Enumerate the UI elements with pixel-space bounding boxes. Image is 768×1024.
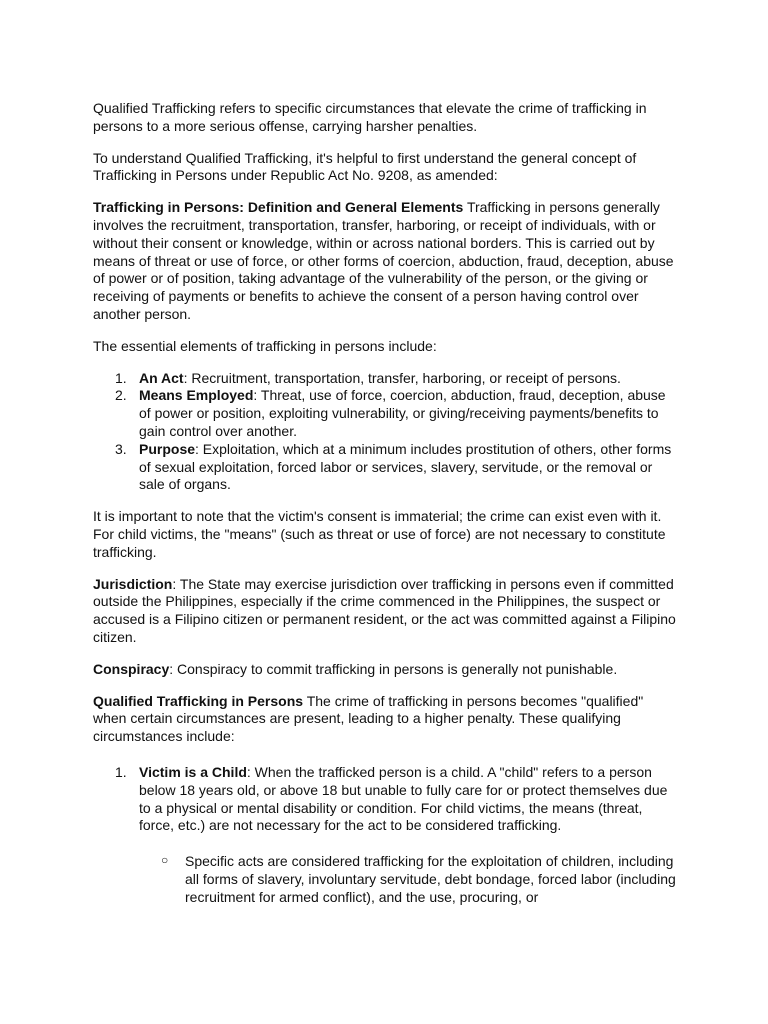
list-item-text: : Exploitation, which at a minimum includes prostitution of others, other forms of sexual exploitation, forced labor or services, slavery, servitude, or the removal or sale of organs. [139, 440, 672, 493]
hollow-circle-bullet-icon: ○ [161, 853, 169, 868]
list-number: 3. [115, 440, 127, 457]
list-item-text: : Threat, use of force, coercion, abduction, fraud, deception, abuse of power or position, exploiting vulnerability, or giving/receiving payments/benefits to gain control over another. [139, 387, 666, 439]
list-number: 1. [115, 369, 127, 386]
intro-text-2: To understand Qualified Trafficking, it's helpful to first understand the general concept of Trafficking in Persons under Republic Act No. 9208, as amended: [93, 149, 637, 184]
jurisdiction-paragraph [93, 576, 680, 647]
list-item [115, 763, 680, 835]
definition-text: Trafficking in persons generally involves the recruitment, transportation, transfer, harboring, or receipt of individuals, with or without their consent or knowledge, within or across national borders. This is carried out by means of threat or use of force, or other forms of coercion, abduction, fraud, deception, abuse of power or of position, taking advantage of the vulnerability of the person, or the giving or receiving of payments or benefits to achieve the consent of a person having control over another person. [93, 199, 674, 322]
list-item-term: Victim is a Child [139, 763, 247, 780]
list-item-text: Specific acts are considered trafficking for the exploitation of children, including all forms of slavery, involuntary servitude, debt bondage, forced labor (including recruitment for armed conflict), and the use, procuring, or [185, 853, 676, 905]
definition-heading: Trafficking in Persons: Definition and General Elements [93, 199, 464, 216]
list-item [115, 387, 680, 440]
list-item [115, 369, 680, 388]
qualifying-circumstances-list [93, 764, 680, 835]
consent-note-paragraph [93, 508, 680, 561]
elements-intro [93, 338, 680, 356]
intro-text-1: Qualified Trafficking refers to specific circumstances that elevate the crime of trafficking in persons to a more serious offense, carrying harsher penalties. [93, 100, 647, 134]
list-item-term: Means Employed [139, 387, 254, 404]
sub-bullet-list [93, 853, 680, 906]
qualified-paragraph [93, 693, 680, 746]
list-item-text: : When the trafficked person is a child. A "child" refers to a person below 18 years old, or above 18 but unable to fully care for or protect themselves due to a physical or mental disability or condition. For child victims, the means (threat, force, etc.) are not necessary for the act to be considered trafficking. [139, 763, 668, 834]
list-number: 1. [115, 763, 127, 780]
definition-paragraph [93, 199, 680, 324]
qualified-heading: Qualified Trafficking in Persons [93, 692, 304, 709]
list-item [161, 853, 680, 906]
intro-paragraph-2 [93, 150, 680, 186]
list-number: 2. [115, 387, 127, 404]
conspiracy-term: Conspiracy [93, 660, 170, 677]
list-item-text: : Recruitment, transportation, transfer, harboring, or receipt of persons. [183, 369, 621, 386]
elements-list [93, 370, 680, 495]
elements-intro-text: The essential elements of trafficking in persons include: [93, 337, 437, 354]
jurisdiction-text: : The State may exercise jurisdiction over trafficking in persons even if committed outside the Philippines, especially if the crime commenced in the Philippines, the suspect or accused is a Filipino citizen or permanent resident, or the act was committed against a Filipino citizen. [93, 575, 676, 645]
list-item-term: An Act [139, 369, 184, 386]
jurisdiction-term: Jurisdiction [93, 575, 173, 592]
qualified-text: The crime of trafficking in persons becomes "qualified" when certain circumstances are present, leading to a higher penalty. These qualifying circumstances include: [93, 692, 644, 745]
conspiracy-text: : Conspiracy to commit trafficking in persons is generally not punishable. [169, 660, 618, 677]
list-item-term: Purpose [139, 440, 196, 457]
consent-note-text: It is important to note that the victim's consent is immaterial; the crime can exist even with it. For child victims, the "means" (such as threat or use of force) are not necessary to constitute trafficking. [93, 508, 666, 560]
intro-paragraph-1 [93, 100, 680, 136]
conspiracy-paragraph [93, 661, 680, 679]
list-item [115, 440, 680, 494]
